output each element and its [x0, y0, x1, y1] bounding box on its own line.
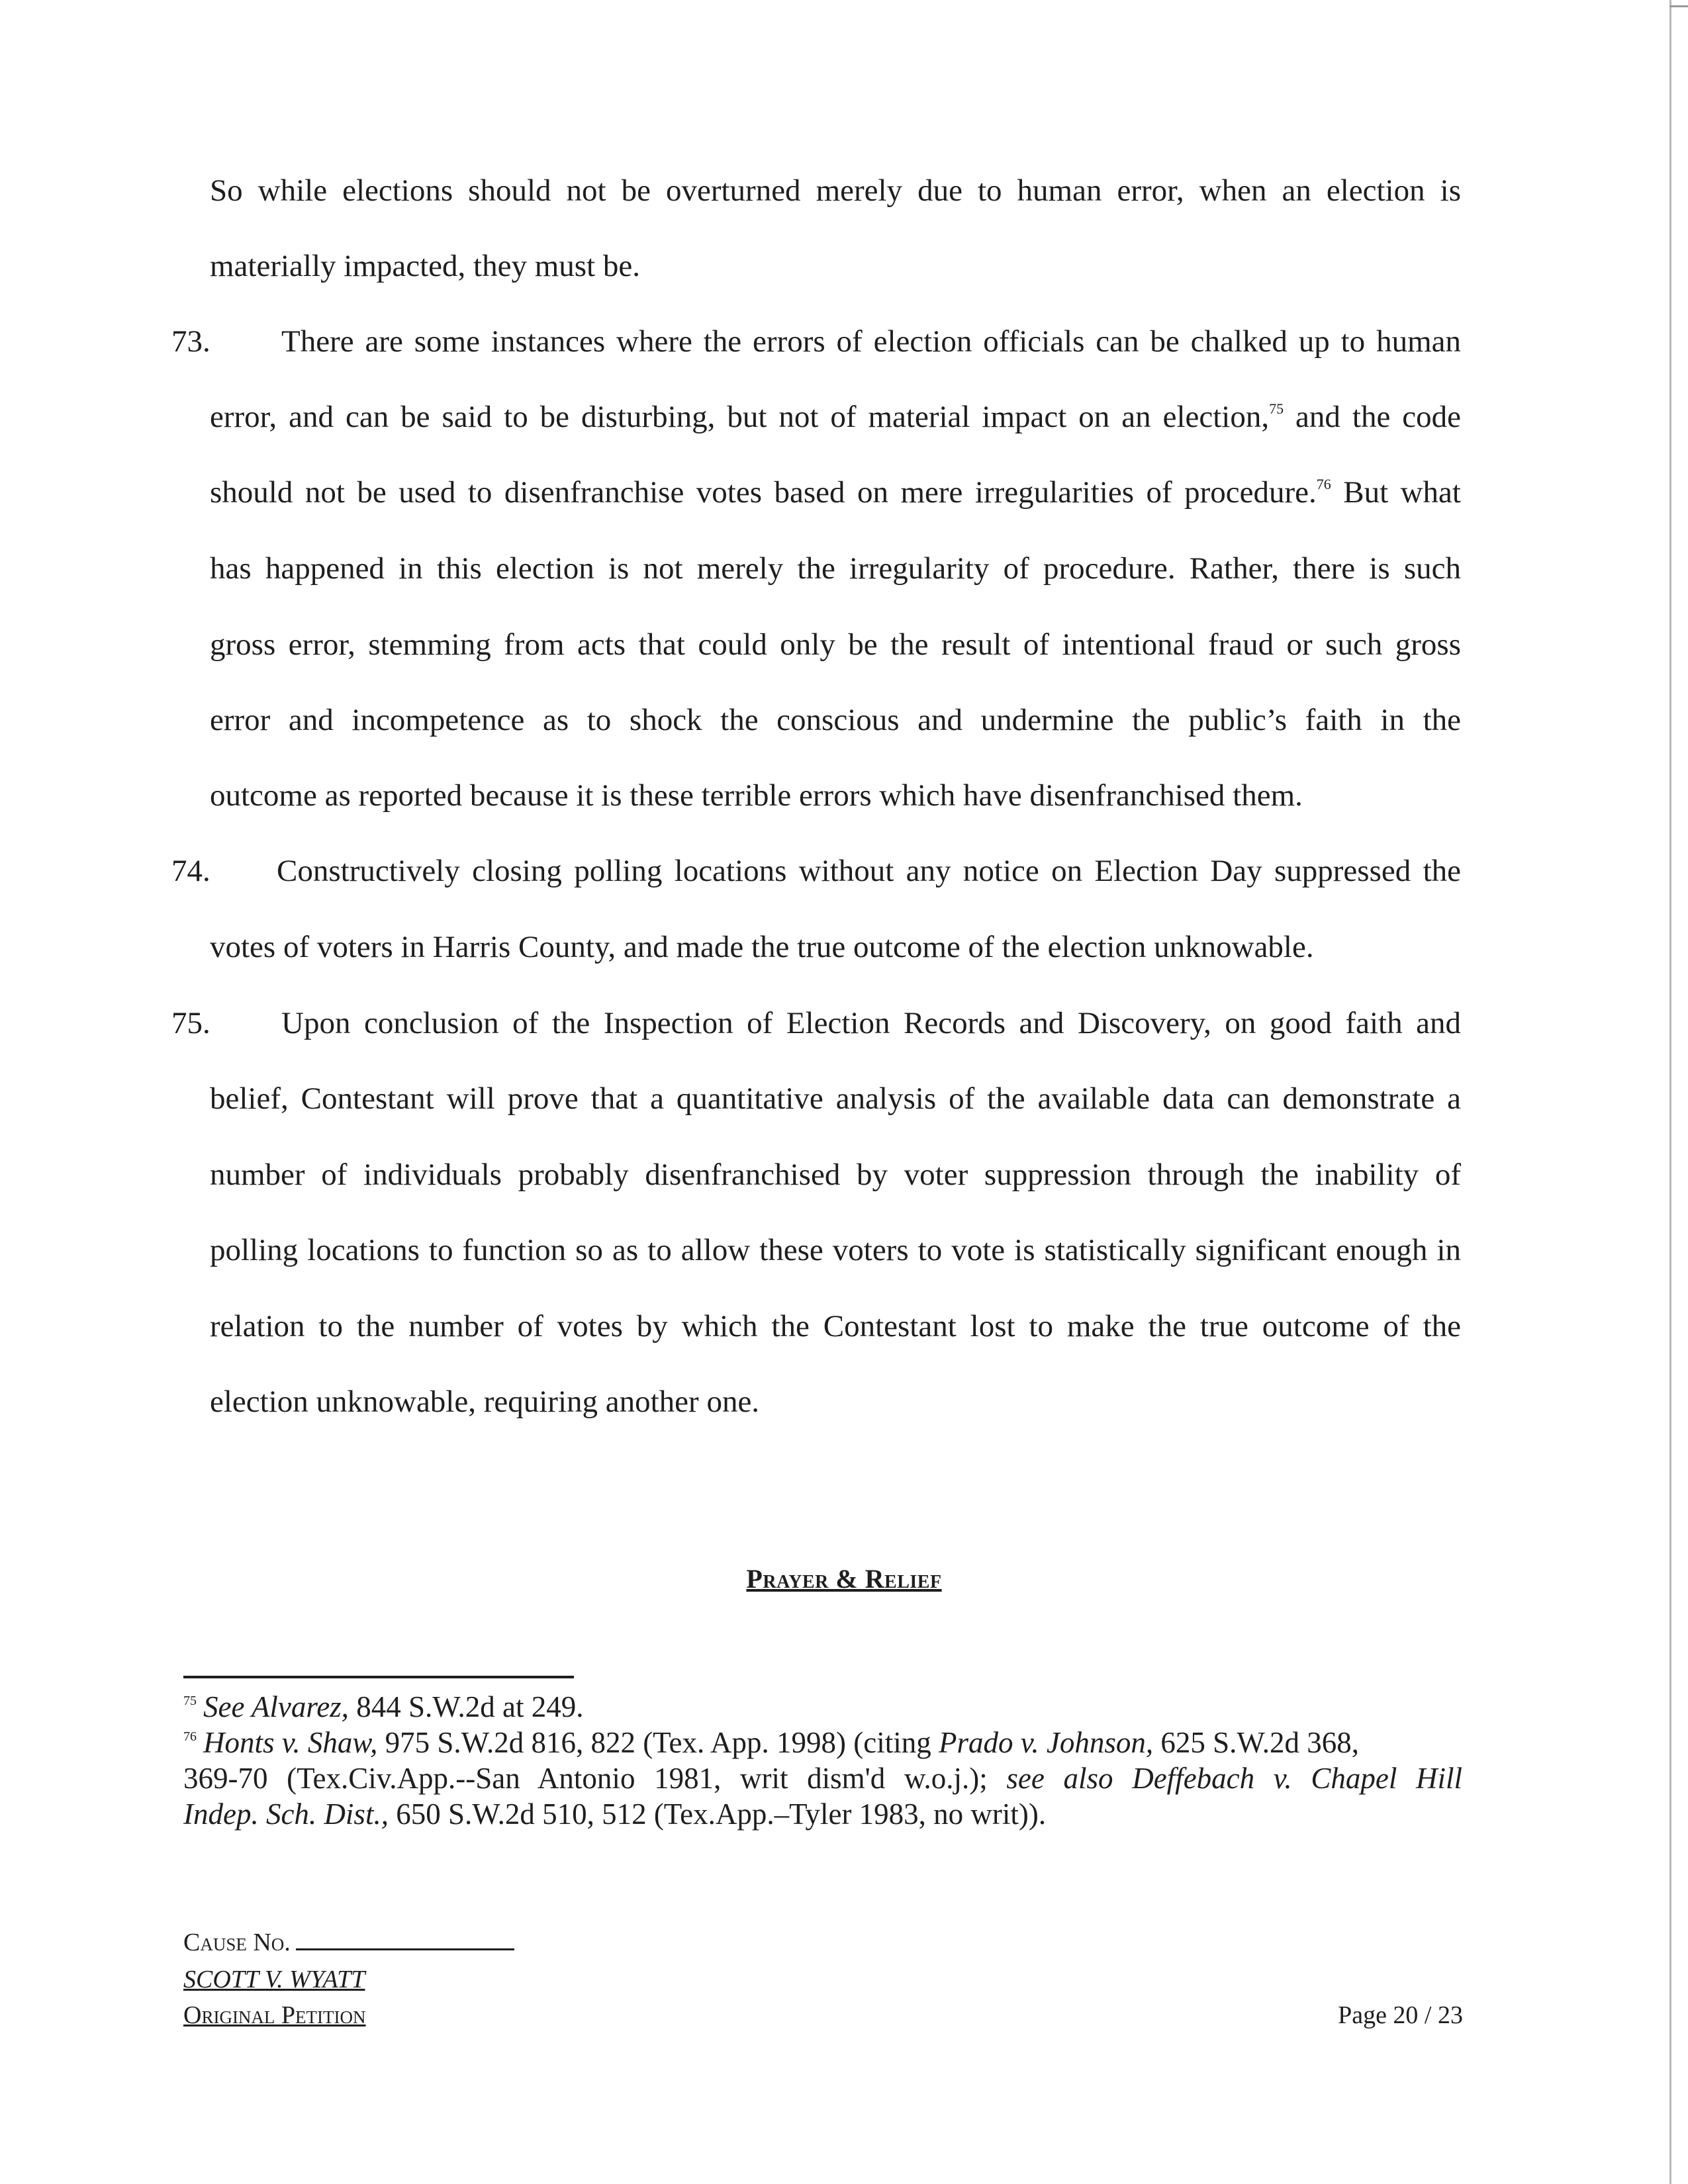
party-name: SCOTT V. WYATT — [183, 1966, 365, 1993]
footnote-76-line3 — [183, 1796, 1462, 1832]
paragraph-line: number of individuals probably disenfranchised by voter suppression through the inability of — [210, 1158, 1461, 1192]
footnote-text: 369-70 (Tex.Civ.App.--San Antonio 1981, writ dism'd w.o.j.); — [183, 1762, 1007, 1795]
paragraph-text: should not be used to disenfranchise votes based on mere irregularities of procedure. — [210, 475, 1317, 510]
footnote-text: 844 S.W.2d at 249. — [348, 1690, 584, 1723]
footnote-76 — [183, 1725, 1462, 1760]
footnote-ref-75[interactable]: 75 — [1269, 400, 1284, 417]
footnote-citation: See Alvarez, — [203, 1690, 349, 1723]
paragraph-line: belief, Contestant will prove that a quantitative analysis of the available data can demonstrate a — [210, 1081, 1461, 1116]
footnote-ref-76[interactable]: 76 — [1316, 476, 1331, 492]
paragraph-number: 74. — [171, 854, 211, 888]
paragraph-line: outcome as reported because it is these terrible errors which have disenfranchised them. — [210, 778, 1303, 813]
paragraph-line: relation to the number of votes by which the Contestant lost to make the true outcome of the — [210, 1309, 1461, 1343]
paragraph-text: But what — [1331, 475, 1461, 510]
page-number: Page 20 / 23 — [1338, 2001, 1463, 2029]
footnote-text: 975 S.W.2d 816, 822 (Tex. App. 1998) (citing — [377, 1726, 939, 1759]
footnote-text: 625 S.W.2d 368, — [1153, 1726, 1359, 1759]
footnote-citation: Prado v. Johnson, — [938, 1726, 1154, 1759]
footnote-citation: Honts v. Shaw, — [203, 1726, 378, 1759]
paragraph-text: error, and can be said to be disturbing, but not of material impact on an election, — [210, 400, 1270, 434]
paragraph-line: gross error, stemming from acts that could only be the result of intentional fraud or such gross — [210, 627, 1461, 662]
paragraph-line — [210, 397, 1461, 437]
paragraph-line — [210, 473, 1461, 512]
paragraph-line: There are some instances where the errors of election officials can be chalked up to human — [281, 324, 1461, 359]
cause-number-blank — [296, 1929, 514, 1950]
paragraph-line: election unknowable, requiring another one. — [210, 1385, 760, 1419]
scan-edge-tick — [1669, 5, 1688, 7]
paragraph-line: votes of voters in Harris County, and made the true outcome of the election unknowable. — [210, 930, 1314, 964]
paragraph-line: polling locations to function so as to allow these voters to vote is statistically significant enough in — [210, 1233, 1461, 1267]
paragraph-line: has happened in this election is not merely the irregularity of procedure. Rather, there is such — [210, 551, 1461, 586]
paragraph-number: 73. — [171, 324, 211, 359]
paragraph-number: 75. — [171, 1006, 211, 1040]
scan-edge-line — [1669, 0, 1671, 2184]
paragraph-line: Upon conclusion of the Inspection of Election Records and Discovery, on good faith and — [281, 1006, 1461, 1040]
footnote-75 — [183, 1689, 1462, 1725]
cause-number — [183, 1926, 514, 1959]
paragraph-line: error and incompetence as to shock the conscious and undermine the public’s faith in the — [210, 703, 1461, 737]
cause-label: Cause No. — [183, 1929, 291, 1956]
footnote-citation: Indep. Sch. Dist., — [183, 1797, 389, 1831]
document-title: Original Petition — [183, 2001, 366, 2029]
footnote-divider — [183, 1676, 574, 1678]
paragraph-text: and the code — [1284, 400, 1461, 434]
intro-line: So while elections should not be overturned merely due to human error, when an election is — [210, 173, 1461, 208]
footnote-mark: 75 — [183, 1694, 197, 1708]
footnote-mark: 76 — [183, 1729, 197, 1744]
footnote-citation: see also Deffebach v. Chapel Hill — [1006, 1762, 1462, 1795]
section-heading: Prayer & Relief — [746, 1564, 942, 1594]
paragraph-line: Constructively closing polling locations without any notice on Election Day suppressed the — [277, 854, 1461, 888]
intro-line: materially impacted, they must be. — [210, 249, 640, 283]
footnote-text: 650 S.W.2d 510, 512 (Tex.App.–Tyler 1983, no writ)). — [388, 1797, 1047, 1831]
footnote-76-line2 — [183, 1760, 1462, 1796]
